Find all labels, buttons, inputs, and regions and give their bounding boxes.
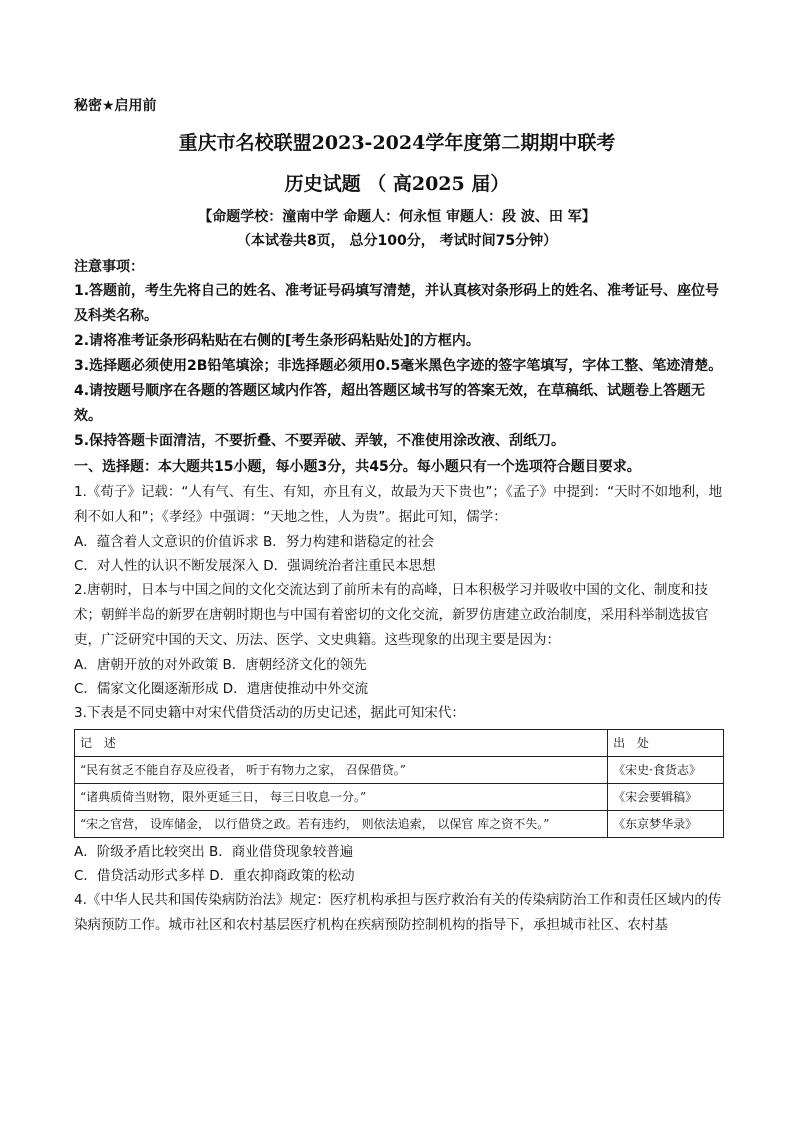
question-2-options-cd: C．儒家文化圈逐渐形成 D．遣唐使推动中外交流 [74, 681, 369, 697]
notice-item: 1.答题前，考生先将自己的姓名、准考证号码填写清楚，并认真核对条形码上的姓名、准考证号、座位号及科类名称。 [74, 283, 720, 324]
table-row [75, 784, 724, 811]
question-1-options-cd: C．对人性的认识不断发展深入 D．强调统治者注重民本思想 [74, 558, 436, 574]
table-cell-record: “民有贫乏不能自存及应役者， 听于有物力之家， 召保借贷。” [75, 757, 608, 784]
question-3-stem: 3.下表是不同史籍中对宋代借贷活动的历史记述，据此可知宋代： [74, 705, 465, 721]
secret-label: 秘密★启用前 [74, 98, 157, 114]
table-row [75, 757, 724, 784]
table-header-row [75, 730, 724, 757]
history-table [74, 729, 724, 838]
question-3-options-ab: A．阶级矛盾比较突出 B．商业借贷现象较普遍 [74, 844, 354, 860]
author-line: 【命题学校：潼南中学 命题人：何永恒 审题人：段 波、田 军】 [198, 209, 596, 225]
notice-heading: 注意事项： [74, 259, 144, 275]
section-heading: 一、选择题：本大题共15小题，每小题3分，共45分。每小题只有一个选项符合题目要求。 [74, 459, 641, 475]
question-2-stem: 2.唐朝时，日本与中国之间的文化交流达到了前所未有的高峰，日本积极学习并吸收中国的文化、制度和技术；朝鲜半岛的新罗在唐朝时期也与中国有着密切的文化交流，新罗仿唐建立政治制度，采用科举制选拔官吏，广泛研究中国的天文、历法、医学、文史典籍。这些现象的出现主要是因为： [74, 582, 709, 648]
question-1-options-ab: A．蕴含着人文意识的价值诉求 B．努力构建和谐稳定的社会 [74, 534, 435, 550]
table-header-source: 出 处 [608, 730, 724, 757]
subject-title: 历史试题 （ 高2025 届） [284, 173, 510, 195]
exam-title: 重庆市名校联盟2023-2024学年度第二期期中联考 [178, 132, 616, 154]
table-cell-source: 《东京梦华录》 [608, 811, 724, 838]
notice-item: 3.选择题必须使用2B铅笔填涂；非选择题必须用0.5毫米黑色字迹的签字笔填写，字体工整、笔迹清楚。 [74, 358, 723, 374]
question-4-stem: 4.《中华人民共和国传染病防治法》规定：医疗机构承担与医疗救治有关的传染病防治工作和责任区域内的传染病预防工作。城市社区和农村基层医疗机构在疾病预防控制机构的指导下，承担城市社区、农村基 [74, 892, 722, 933]
exam-info: （本试卷共8页， 总分100分， 考试时间75分钟） [236, 233, 558, 249]
notice-item: 2.请将准考证条形码粘贴在右侧的[考生条形码粘贴处]的方框内。 [74, 333, 480, 349]
exam-content [74, 255, 724, 938]
table-cell-record: “宋之官营， 设库储金， 以行借贷之政。若有违约， 则依法追索， 以保官 库之资不失。” [75, 811, 608, 838]
question-1-stem: 1.《荀子》记载：“人有气、有生、有知，亦且有义，故最为天下贵也”；《孟子》中提到：“天时不如地利，地利不如人和”；《孝经》中强调：“天地之性，人为贵”。据此可知，儒学： [74, 484, 723, 525]
table-header-record: 记 述 [75, 730, 608, 757]
table-cell-record: “诸典质倚当财物，限外更延三日， 每三日收息一分。” [75, 784, 608, 811]
table-cell-source: 《宋会要辑稿》 [608, 784, 724, 811]
table-row [75, 811, 724, 838]
question-2-options-ab: A．唐朝开放的对外政策 B．唐朝经济文化的领先 [74, 657, 367, 673]
question-3-options-cd: C．借贷活动形式多样 D．重农抑商政策的松动 [74, 868, 355, 884]
table-cell-source: 《宋史·食货志》 [608, 757, 724, 784]
notice-item: 5.保持答题卡面清洁，不要折叠、不要弄破、弄皱，不准使用涂改液、刮纸刀。 [74, 433, 566, 449]
notice-item: 4.请按题号顺序在各题的答题区域内作答，超出答题区域书写的答案无效，在草稿纸、试题卷上答题无效。 [74, 383, 706, 424]
